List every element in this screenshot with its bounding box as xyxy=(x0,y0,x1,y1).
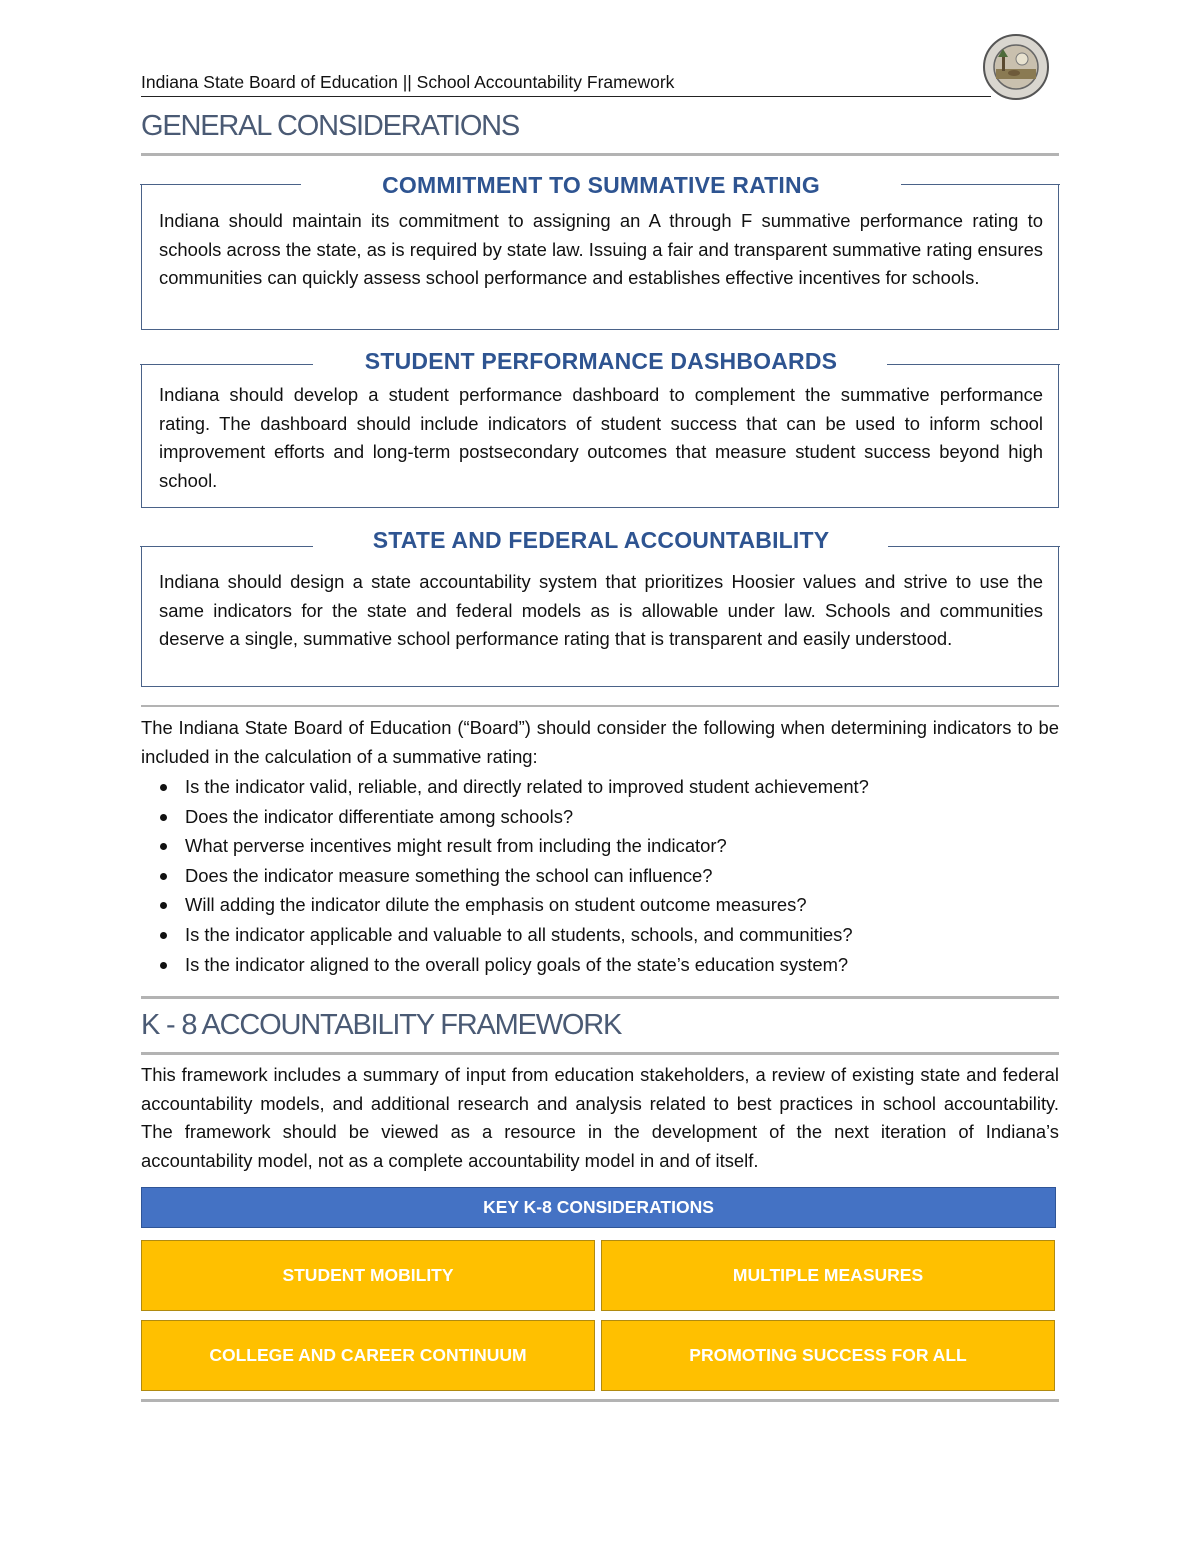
bullet-icon xyxy=(160,962,167,969)
section-title-k8: K - 8 ACCOUNTABILITY FRAMEWORK xyxy=(141,1009,622,1041)
bullet-icon xyxy=(160,784,167,791)
callout-box-state-federal xyxy=(141,527,1059,687)
list-item xyxy=(141,831,1059,861)
list-item xyxy=(141,802,1059,832)
list-item xyxy=(141,772,1059,802)
bullet-icon xyxy=(160,814,167,821)
list-item-text: Does the indicator measure something the school can influence? xyxy=(185,864,713,886)
section-rule xyxy=(141,1399,1059,1402)
list-item-text: Will adding the indicator dilute the emphasis on student outcome measures? xyxy=(185,894,807,916)
list-item xyxy=(141,890,1059,920)
list-item-text: Does the indicator differentiate among schools? xyxy=(185,805,574,827)
bullet-icon xyxy=(160,902,167,909)
list-item xyxy=(141,920,1059,950)
list-item-text: Is the indicator aligned to the overall policy goals of the state’s education system? xyxy=(185,953,849,975)
tile-student-mobility: STUDENT MOBILITY xyxy=(141,1240,595,1311)
bullet-icon xyxy=(160,843,167,850)
box-title: STATE AND FEDERAL ACCOUNTABILITY xyxy=(372,527,830,553)
divider xyxy=(141,705,1059,707)
running-header xyxy=(141,70,991,97)
considerations-intro: The Indiana State Board of Education (“Board”) should consider the following when determining indicators to be included in the calculation of a summative rating: xyxy=(141,717,1059,767)
box-body: Indiana should design a state accountability system that prioritizes Hoosier values and strive to use the same indicators for the state and federal models as is allowable under law. Schools and communities deserve a single, summative school performance rating that is transparent and easily understood. xyxy=(159,571,1043,650)
list-item-text: What perverse incentives might result from including the indicator? xyxy=(185,835,727,857)
box-body: Indiana should develop a student performance dashboard to complement the summative performance rating. The dashboard should include indicators of student success that can be used to inform school improvement efforts and long-term postsecondary outcomes that measure student success beyond high school. xyxy=(159,384,1043,491)
list-item xyxy=(141,950,1059,980)
list-item xyxy=(141,861,1059,891)
list-item-text: Is the indicator valid, reliable, and directly related to improved student achievement? xyxy=(185,776,869,797)
header-title: Indiana State Board of Education || School Accountability Framework xyxy=(141,72,675,92)
k8-intro: This framework includes a summary of input from education stakeholders, a review of existing state and federal accountability models, and additional research and analysis related to best practices in school accountability. The framework should be viewed as a resource in the development of the next iteration of Indiana’s accountability model, not as a complete accountability model in and of itself. xyxy=(141,1064,1059,1171)
section-rule xyxy=(141,996,1059,999)
bullet-icon xyxy=(160,932,167,939)
section-title-general: GENERAL CONSIDERATIONS xyxy=(141,110,520,142)
section-rule xyxy=(141,1052,1059,1055)
box-title: COMMITMENT TO SUMMATIVE RATING xyxy=(382,172,820,198)
key-considerations-header: KEY K-8 CONSIDERATIONS xyxy=(141,1187,1056,1228)
tile-college-career-continuum: COLLEGE AND CAREER CONTINUUM xyxy=(141,1320,595,1391)
tile-multiple-measures: MULTIPLE MEASURES xyxy=(601,1240,1055,1311)
section-rule xyxy=(141,153,1059,156)
bullet-icon xyxy=(160,873,167,880)
callout-box-dashboards xyxy=(141,348,1059,508)
state-seal-icon xyxy=(982,33,1050,101)
box-title: STUDENT PERFORMANCE DASHBOARDS xyxy=(364,348,838,374)
tile-promoting-success: PROMOTING SUCCESS FOR ALL xyxy=(601,1320,1055,1391)
callout-box-summative-rating xyxy=(141,172,1059,330)
box-body: Indiana should maintain its commitment to assigning an A through F summative performance rating to schools across the state, as is required by state law. Issuing a fair and transparent summative rating ensures communities can quickly assess school performance and establishes effective incentives for schools. xyxy=(159,210,1043,289)
list-item-text: Is the indicator applicable and valuable to all students, schools, and communities? xyxy=(185,923,853,945)
considerations-list xyxy=(141,772,1059,979)
